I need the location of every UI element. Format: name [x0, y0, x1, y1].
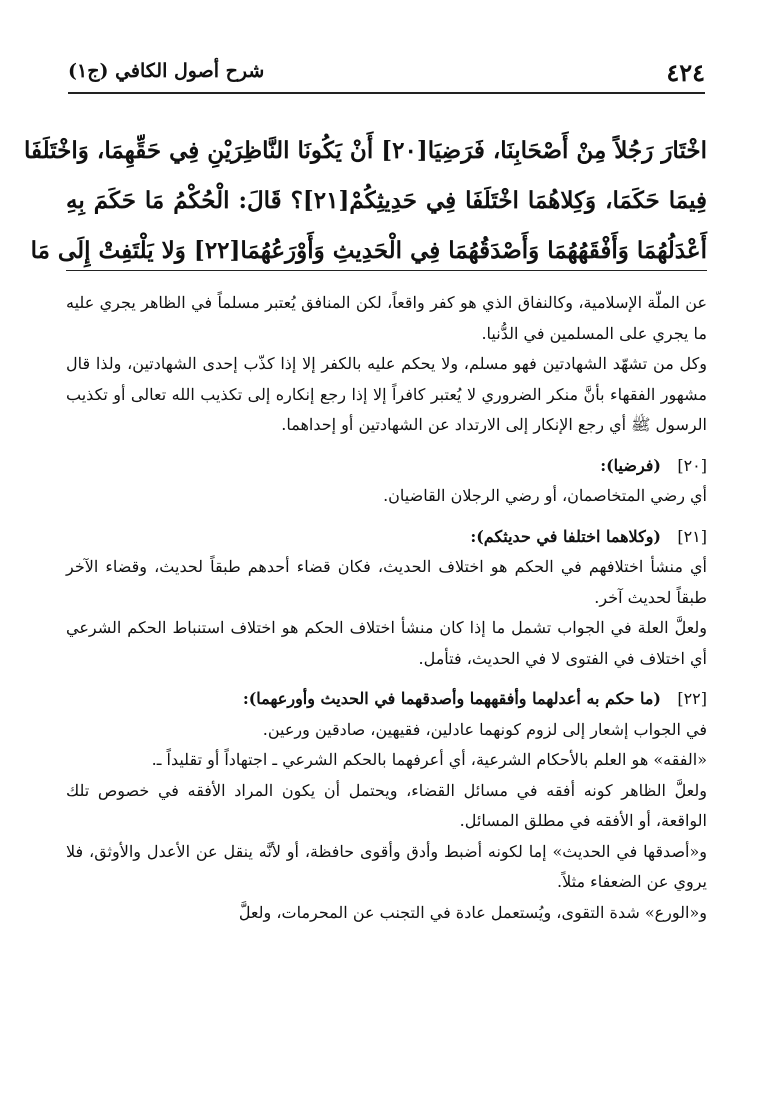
footnote-heading	[66, 451, 707, 482]
footnote-paragraph: في الجواب إشعار إلى لزوم كونهما عادلين، فقيهين، صادقين ورعين.	[262, 719, 707, 739]
intro-paragraph: وكل من تشهّد الشهادتين فهو مسلم، ولا يحكم عليه بالكفر إلا إذا كذّب إحدى الشهادتين، ولذا قال مشهور الفقهاء بأنَّ منكر الضروري لا يُعتبر كافراً إلا إذا رجع إنكاره إلى تكذيب الله تعالى أو تكذيب الرسول ﷺ أي رجع الإنكار إلى الارتداد عن الشهادتين أو إحداهما.	[66, 354, 707, 434]
footnote-21	[66, 522, 707, 675]
book-title: شرح أصول الكافي (ج١)	[68, 60, 265, 82]
footnote-paragraph: أي منشأ اختلافهم في الحكم هو اختلاف الحديث، فكان قضاء أحدهم طبقاً لحديث، وقضاء الآخر طبقاً لحديث آخر.	[66, 557, 708, 607]
footnote-paragraph: ولعلَّ العلة في الجواب تشمل ما إذا كان منشأ اختلاف الحكم هو اختلاف استنباط الحكم الشرعي أي اختلاف في الفتوى لا في الحديث، فتأمل.	[66, 618, 708, 668]
footnote-title: (ما حكم به أعدلهما وأفقههما وأصدقهما في الحديث وأورعهما):	[242, 689, 661, 708]
footnote-title: (فرضيا):	[600, 455, 661, 475]
footnote-paragraph: أي رضي المتخاصمان، أو رضي الرجلان القاضيان.	[383, 486, 707, 505]
footnote-paragraph: «الفقه» هو العلم بالأحكام الشرعية، أي أعرفهما بالحكم الشرعي ـ اجتهاداً أو تقليداً ـ.	[151, 750, 707, 769]
footnote-number: [٢٢]	[677, 689, 707, 708]
footnote-number: [٢٠]	[677, 455, 707, 475]
main-text-line: اخْتَارَ رَجُلاً مِنْ أَصْحَابِنَا، فَرَضِيَا[٢٠] أَنْ يَكُونَا النَّاظِرَيْنِ فِي حَقِّهِمَا، وَاخْتَلَفَا	[23, 137, 707, 164]
footnote-paragraph: و«الورع» شدة التقوى، ويُستعمل عادة في التجنب عن المحرمات، ولعلَّ	[238, 902, 707, 922]
footnote-heading	[66, 684, 707, 715]
main-text-line: أَعْدَلُهُمَا وَأَفْقَهُهُمَا وَأَصْدَقُهُمَا فِي الْحَدِيثِ وَأَوْرَعُهُمَا[٢٢] وَلا يَلْتَفِتْ إِلَى مَا	[30, 237, 707, 264]
main-text	[23, 126, 707, 276]
footnote-heading	[66, 522, 707, 553]
footnotes-section	[66, 288, 707, 928]
footnote-separator	[66, 270, 707, 271]
footnote-title: (وكلاهما اختلفا في حديثكم):	[470, 526, 661, 546]
footnote-number: [٢١]	[677, 526, 707, 546]
page-header	[68, 58, 705, 88]
intro-paragraph: عن الملّة الإسلامية، وكالنفاق الذي هو كفر واقعاً، لكن المنافق يُعتبر مسلماً في الظاهر يجري عليه ما يجري على المسلمين في الدُّنيا.	[66, 293, 707, 343]
footnote-paragraph: ولعلَّ الظاهر كونه أفقه في مسائل القضاء، ويحتمل أن يكون المراد الأفقه في خصوص تلك الواقعة، أو الأفقه في مطلق المسائل.	[66, 780, 707, 830]
main-text-line: فِيمَا حَكَمَا، وَكِلاهُمَا اخْتَلَفَا فِي حَدِيثِكُمْ[٢١]؟ قَالَ: الْحُكْمُ مَا حَكَمَ بِهِ	[66, 187, 707, 214]
footnote-22	[66, 684, 707, 928]
footnote-20	[66, 451, 707, 512]
page-number: ٤٢٤	[666, 58, 705, 87]
footnote-paragraph: و«أصدقها في الحديث» إما لكونه أضبط وأدق وأقوى حافظة، أو لأنَّه ينقل عن الأعدل والأوثق، فلا يروي عن الضعفاء مثلاً.	[66, 841, 708, 891]
header-divider	[68, 92, 705, 94]
